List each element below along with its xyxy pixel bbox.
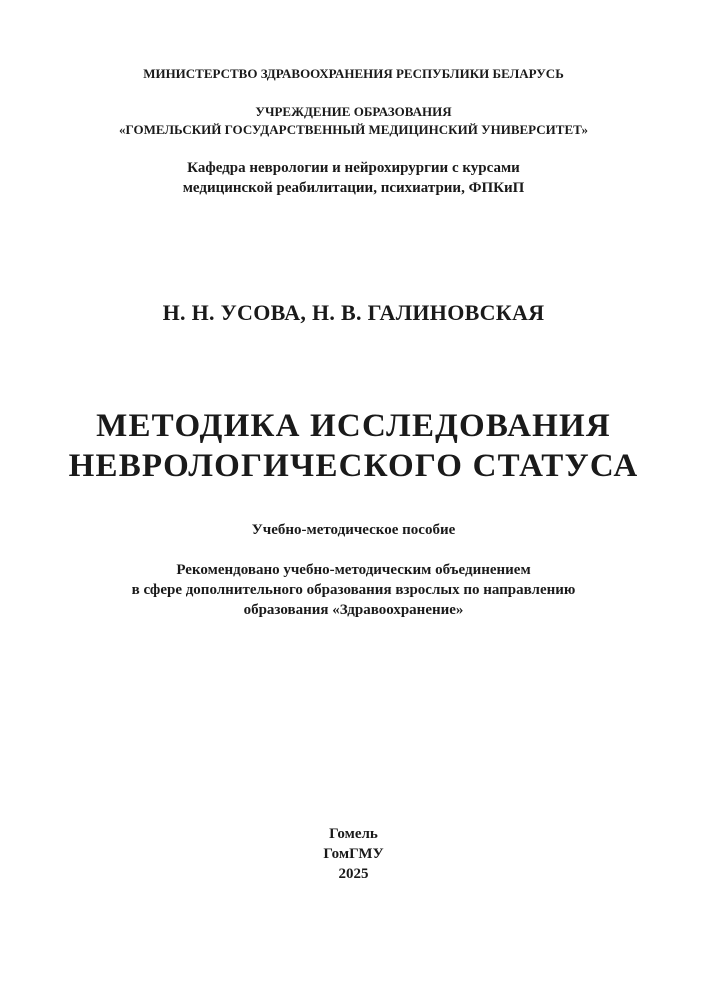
book-title-line-1: МЕТОДИКА ИССЛЕДОВАНИЯ <box>96 408 611 444</box>
institution-type: УЧРЕЖДЕНИЕ ОБРАЗОВАНИЯ <box>255 104 452 119</box>
university-name: «ГОМЕЛЬСКИЙ ГОСУДАРСТВЕННЫЙ МЕДИЦИНСКИЙ УНИВЕРСИТЕТ» <box>119 122 588 137</box>
imprint-city: Гомель <box>329 826 378 842</box>
ministry-heading: МИНИСТЕРСТВО ЗДРАВООХРАНЕНИЯ РЕСПУБЛИКИ БЕЛАРУСЬ <box>143 66 564 81</box>
recommendation-line-2: в сфере дополнительного образования взрослых по направлению <box>131 582 576 598</box>
imprint-publisher: ГомГМУ <box>323 846 384 862</box>
book-title-line-2: НЕВРОЛОГИЧЕСКОГО СТАТУСА <box>68 448 639 484</box>
authors: Н. Н. УСОВА, Н. В. ГАЛИНОВСКАЯ <box>162 300 545 325</box>
recommendation-line-1: Рекомендовано учебно-методическим объединением <box>176 562 531 578</box>
recommendation-line-3: образования «Здравоохранение» <box>243 602 464 618</box>
imprint-year: 2025 <box>338 866 369 882</box>
department-line-1: Кафедра неврологии и нейрохирургии с курсами <box>187 160 520 176</box>
publication-type: Учебно-методическое пособие <box>251 522 456 538</box>
department-line-2: медицинской реабилитации, психиатрии, ФПКиП <box>182 180 525 196</box>
